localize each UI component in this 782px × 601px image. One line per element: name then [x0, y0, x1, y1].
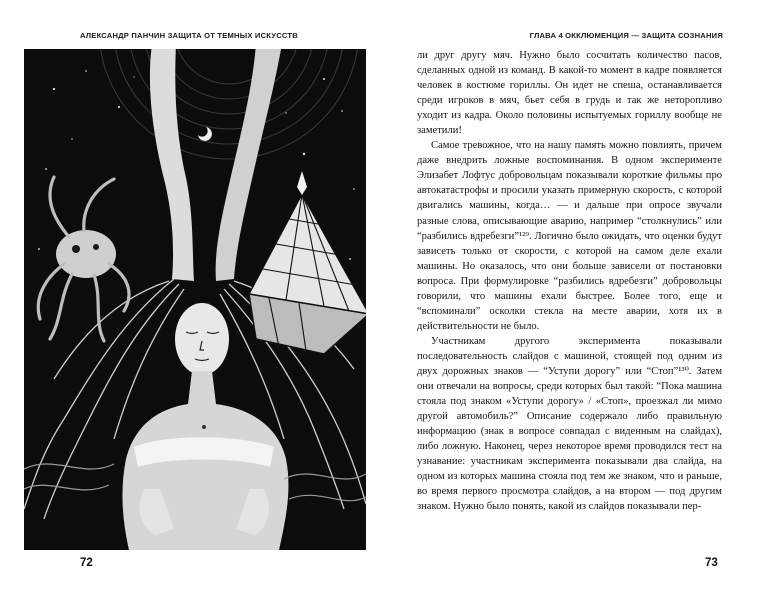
paragraph-2: Самое тревожное, что на нашу память можно повлиять, причем даже внедрить ложные воспоминания. В одном эксперименте Элизабет Лофтус добровольцам показывали короткие фильмы про автокатастрофы и просили указать примерную скорость, с которой двигались машины, когда… — и дальше при опросе звучали разные слова, описывающие аварию, например “столкнулись” или “разбились вдребезги”¹²⁹. Логично было ожидать, что оценки будут зависеть только от скорости, с которой на самом деле ехали машины. Но оказалось, что они больше зависели от постановки вопроса. При формулировке “разбились вдребезги” добровольцы говорили, что машины ехали быстрее. Более того, еще и “вспоминали” осколки стекла на месте аварии, хотя их в действительности не было. — [417, 140, 722, 332]
pendant-icon — [202, 425, 206, 429]
illustration-artwork — [24, 49, 366, 550]
left-running-head: АЛЕКСАНДР ПАНЧИН ЗАЩИТА ОТ ТЕМНЫХ ИСКУССТВ — [80, 31, 298, 40]
body-text — [417, 48, 722, 514]
chapter-illustration — [24, 49, 366, 550]
right-running-head: ГЛАВА 4 ОККЛЮМЕНЦИЯ — ЗАЩИТА СОЗНАНИЯ — [529, 31, 723, 40]
left-page-number: 72 — [80, 557, 93, 569]
right-page-number: 73 — [705, 557, 718, 569]
paragraph-3: Участникам другого эксперимента показывали последовательность слайдов с машиной, стоящей под одним из двух дорожных знаков — “Уступи дорогу” или “Стоп”¹³⁰. Затем они отвечали на вопросы, среди которых был такой: “Пока машина стояла под знаком «Уступи дорогу» / «Стоп», проезжал ли мимо другой автомобиль?” Описание содержало либо правильную информацию (знак в вопросе совпадал с виденным на слайдах), либо ложную. Наконец, через некоторое время проводился тест на узнавание: участникам эксперимента показывали два слайда, на одном из которых машина стояла под тем же знаком, что и раньше, во время первого просмотра слайдов, а на втором — под другим знаком. Нужно было понять, какой из слайдов показывали пер- — [417, 335, 722, 513]
face-icon — [175, 303, 229, 375]
paragraph-1: ли друг другу мяч. Нужно было сосчитать количество пасов, сделанных одной из команд. В какой-то момент в кадре появляется человек в костюме гориллы. Он идет не спеша, останавливается среди игроков в мяч, бьет себя в грудь и так же неторопливо уходит из кадра. Около половины испытуемых гориллу вообще не заметили! — [417, 50, 722, 137]
